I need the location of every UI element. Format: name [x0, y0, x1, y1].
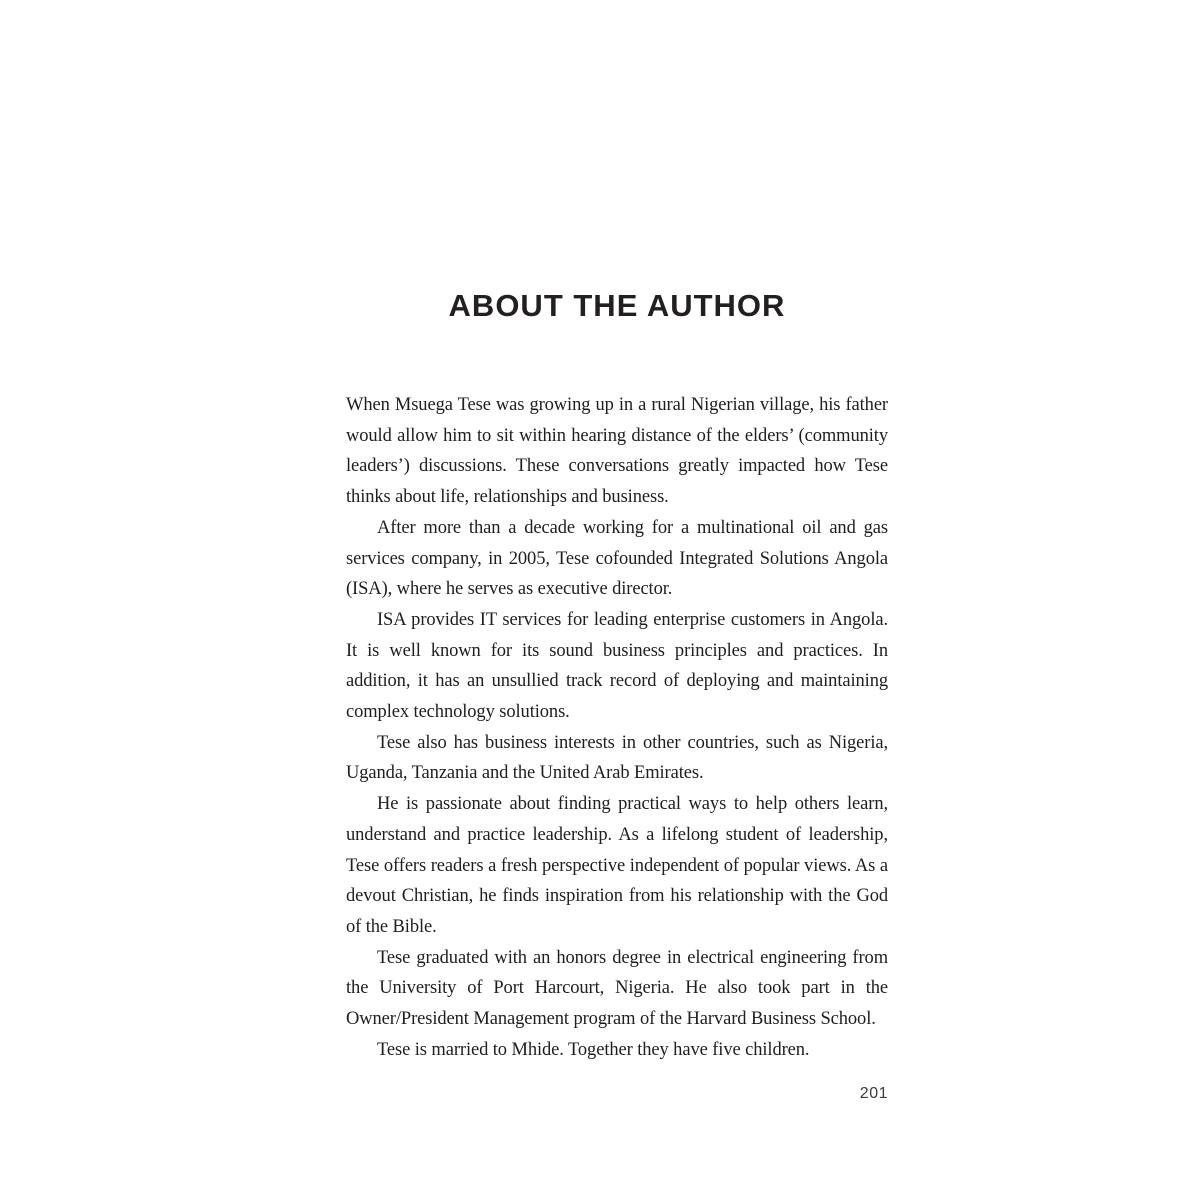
chapter-title: ABOUT THE AUTHOR	[448, 288, 786, 323]
page-number: 201	[859, 1085, 888, 1102]
paragraph: Tese is married to Mhide. Together they have five children.	[377, 1039, 810, 1060]
paragraph: After more than a decade working for a multinational oil and gas services company, in 2005, Tese cofounded Integrated Solutions Angola (ISA), where he serves as executive director.	[346, 517, 888, 600]
paragraph: ISA provides IT services for leading enterprise customers in Angola. It is well known for its sound business principles and practices. In addition, it has an unsullied track record of deploying and maintaining complex technology solutions.	[346, 609, 888, 723]
paragraph: He is passionate about finding practical ways to help others learn, understand and practice leadership. As a lifelong student of leadership, Tese offers readers a fresh perspective independent of popular views. As a devout Christian, he finds inspiration from his relationship with the God of the Bible.	[346, 794, 888, 937]
body-paragraphs	[346, 390, 888, 1065]
paragraph: When Msuega Tese was growing up in a rural Nigerian village, his father would allow him to sit within hearing distance of the elders’ (community leaders’) discussions. These conversations greatly impacted how Tese thinks about life, relationships and business.	[346, 395, 888, 508]
paragraph: Tese graduated with an honors degree in electrical engineering from the University of Port Harcourt, Nigeria. He also took part in the Owner/President Management program of the Harvard Business School.	[346, 947, 888, 1030]
paragraph: Tese also has business interests in other countries, such as Nigeria, Uganda, Tanzania and the United Arab Emirates.	[346, 732, 888, 784]
